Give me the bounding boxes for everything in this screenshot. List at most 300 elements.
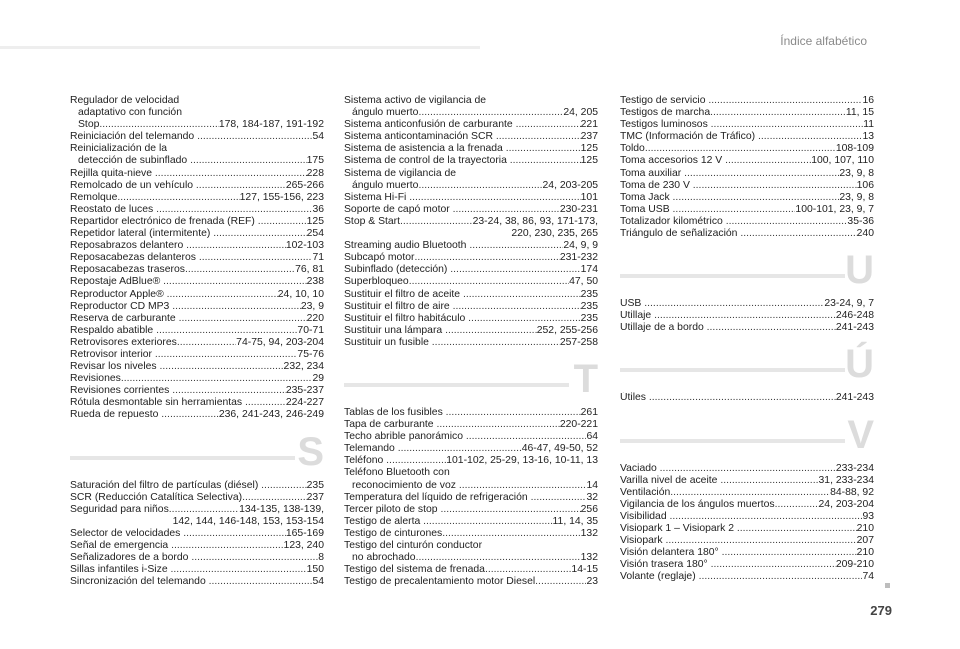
dot-leader (445, 325, 537, 337)
index-term: Toma Jack (620, 191, 673, 203)
index-pages: 16 (862, 95, 874, 106)
index-entry-line (620, 310, 874, 322)
index-term: Stop (78, 119, 100, 131)
index-entry (620, 322, 874, 334)
index-pages: 54 (312, 576, 324, 588)
index-term: Útiles (620, 392, 649, 404)
section-letter: V (847, 412, 874, 457)
dot-leader (416, 552, 581, 564)
index-term: Reproductor Apple® (70, 288, 167, 300)
index-term: Visibilidad (620, 510, 670, 522)
dot-leader (209, 576, 313, 588)
index-pages: 228 (306, 167, 324, 179)
index-entry (620, 535, 874, 547)
index-pages: 233-234 (835, 462, 874, 474)
index-term: Vigilancia de los ángulos muertos (620, 498, 775, 510)
index-entry-line (344, 492, 598, 504)
index-term: Reposabrazos delantero (70, 240, 187, 252)
dot-leader (644, 298, 824, 310)
index-entry (70, 564, 324, 576)
section-rule (620, 274, 845, 278)
index-pages: 132 (580, 552, 598, 564)
index-entry-line: Sistema activo de vigilancia de (344, 95, 487, 106)
dot-leader (535, 576, 586, 588)
index-term: Visiopark (620, 535, 666, 547)
index-term: Toldo (620, 143, 645, 155)
index-entry-line (620, 192, 874, 204)
index-entry-line (70, 397, 324, 409)
index-term: ángulo muerto (352, 107, 419, 119)
index-entry (70, 492, 324, 504)
dot-leader (156, 204, 312, 216)
dot-leader (775, 499, 819, 511)
index-pages: 23, 9 (300, 300, 324, 312)
index-entry-line (344, 516, 598, 528)
dot-leader (708, 95, 862, 107)
index-term: Toma auxiliar (620, 167, 685, 179)
index-pages: 235 (580, 288, 598, 300)
dot-leader (699, 571, 863, 583)
index-entry-line (344, 216, 598, 228)
index-entry (344, 168, 598, 192)
index-entry-line (620, 95, 874, 107)
index-pages: 241-243 (835, 322, 874, 334)
index-term: TMC (Información de Tráfico) (620, 131, 759, 143)
index-entry (620, 192, 874, 204)
index-entry-line (620, 155, 874, 167)
index-pages: 14-15 (571, 564, 598, 576)
dot-leader (468, 313, 580, 325)
dot-leader (160, 361, 284, 373)
index-entry (344, 528, 598, 540)
index-pages: 257-258 (559, 336, 598, 348)
index-term: Visiopark 1 – Visiopark 2 (620, 522, 737, 534)
dot-leader (645, 143, 836, 155)
index-pages: 220-221 (559, 419, 598, 431)
index-entry (344, 216, 598, 240)
index-entry (620, 392, 874, 404)
index-entry-line: Regulador de velocidad (70, 95, 180, 106)
index-pages: 100-101, 23, 9, 7 (795, 203, 874, 215)
index-entry (70, 540, 324, 552)
index-entry-line (620, 499, 874, 511)
index-entry (70, 349, 324, 361)
index-entry-line (70, 528, 324, 540)
dot-leader (179, 313, 307, 325)
index-entry-line (70, 289, 324, 301)
index-entry-line (344, 480, 598, 492)
index-entry (620, 571, 874, 583)
index-entry (344, 504, 598, 516)
index-pages: 210 (856, 547, 874, 559)
index-entry-line (620, 322, 874, 334)
index-term: Testigos de marcha (620, 107, 711, 119)
index-pages: 261 (580, 406, 598, 418)
index-entry (620, 216, 874, 228)
index-entry-line (70, 216, 324, 228)
dot-leader (432, 337, 560, 349)
index-entry (70, 204, 324, 216)
index-term: Sistema anticonfusión de carburante (344, 119, 516, 131)
index-entry-line (344, 576, 598, 588)
index-term: Ventilación (620, 486, 671, 498)
index-entry (70, 385, 324, 397)
index-entry-line (620, 523, 874, 535)
index-entry (620, 228, 874, 240)
index-entry-line: Testigo del cinturón conductor (344, 540, 483, 551)
index-entry (70, 289, 324, 301)
index-entry (620, 131, 874, 143)
index-term: Toma USB (620, 203, 673, 215)
index-pages: 70-71 (297, 324, 324, 336)
index-term: Sillas infantiles i-Size (70, 564, 171, 576)
dot-leader (654, 310, 836, 322)
index-entry (344, 252, 598, 264)
index-entry-line (70, 576, 324, 588)
index-entry (70, 276, 324, 288)
index-pages: 207 (856, 535, 874, 547)
index-pages: 210 (856, 522, 874, 534)
index-entry (620, 298, 874, 310)
page-number: 279 (870, 603, 892, 618)
dot-leader (722, 547, 857, 559)
index-term: Soporte de capó motor (344, 203, 453, 215)
index-term: Sustituir el filtro de aire (344, 300, 453, 312)
index-pages: 235 (580, 312, 598, 324)
index-entry-line (344, 504, 598, 516)
index-term: Sustituir el filtro de aceite (344, 288, 463, 300)
dot-leader (496, 131, 581, 143)
index-column-1 (70, 95, 324, 588)
index-entry-line (344, 301, 598, 313)
dot-leader (423, 516, 552, 528)
index-entry (620, 143, 874, 155)
index-pages: 102-103 (285, 240, 324, 252)
dot-leader (386, 455, 446, 467)
index-pages: 24, 10, 10 (277, 288, 324, 300)
index-pages: 237 (306, 491, 324, 503)
dot-leader (758, 131, 862, 143)
index-term: Reposacabezas traseros (70, 264, 185, 276)
index-term: Selector de velocidades (70, 527, 184, 539)
index-pages: 238 (306, 276, 324, 288)
index-term: Señal de emergencia (70, 540, 172, 551)
index-entry-line (620, 475, 874, 487)
section-rule (344, 383, 569, 387)
index-pages: 100, 107, 110 (811, 155, 874, 167)
index-entry-line (344, 131, 598, 143)
index-term: Toma de 230 V (620, 179, 693, 191)
index-term: Sistema de control de la trayectoria (344, 155, 510, 167)
index-term: Retrovisores exteriores (70, 336, 177, 348)
index-pages: 23, 9, 8 (839, 191, 874, 203)
index-entry (70, 337, 324, 349)
dot-leader (155, 349, 298, 361)
index-entry (70, 480, 324, 492)
index-term: Sistema de asistencia a la frenada (344, 143, 506, 155)
index-entry-line (620, 107, 874, 119)
index-pages: 231-232 (559, 252, 598, 264)
section-rule (620, 368, 845, 372)
index-entry (70, 131, 324, 143)
index-entry (70, 325, 324, 337)
dot-leader (172, 301, 301, 313)
index-entry-line (620, 571, 874, 583)
index-term: Sincronización del telemando (70, 576, 209, 588)
dot-leader (720, 475, 818, 487)
index-entry (620, 310, 874, 322)
index-entry-line (620, 487, 874, 499)
index-term: detección de subinflado (78, 155, 191, 167)
index-entry (70, 361, 324, 373)
index-pages: 252, 255-256 (536, 324, 598, 336)
index-entry-line (70, 540, 324, 552)
index-entry-line (70, 155, 324, 167)
index-entry-line (344, 528, 598, 540)
index-term: Rótula desmontable sin herramientas (70, 397, 246, 409)
index-pages: 240 (856, 228, 874, 240)
index-entry-line: Teléfono Bluetooth con (344, 467, 450, 479)
dot-leader (442, 528, 580, 540)
index-term: Testigos luminosos (620, 119, 711, 131)
index-entry-line (344, 155, 598, 167)
index-entry-line (344, 552, 598, 564)
index-entry (70, 373, 324, 385)
dot-leader (167, 289, 278, 301)
index-entry-line (344, 289, 598, 301)
index-term: Visión delantera 180° (620, 547, 722, 559)
index-term: no abrochado (352, 552, 416, 564)
index-entry (344, 492, 598, 504)
index-column-2 (344, 95, 598, 588)
index-entry (620, 168, 874, 180)
dot-leader (190, 155, 307, 167)
index-pages: 246-248 (835, 310, 874, 322)
index-entry-line (344, 240, 598, 252)
index-entry-line (70, 492, 324, 504)
index-entry (344, 431, 598, 443)
index-term: Volante (reglaje) (620, 571, 699, 583)
index-entry (70, 216, 324, 228)
dot-leader (660, 463, 836, 475)
index-entry-line (70, 119, 324, 131)
index-entry-line (344, 143, 598, 155)
index-term: Utillaje (620, 310, 655, 322)
index-pages: 123, 240 (283, 540, 324, 551)
dot-leader (510, 155, 581, 167)
index-pages: 74-75, 94, 203-204 (236, 336, 324, 348)
index-pages: 106 (856, 179, 874, 191)
index-term: Repostaje AdBlue® (70, 276, 164, 288)
index-pages: 209-210 (835, 559, 874, 571)
index-term: Reserva de carburante (70, 312, 179, 324)
index-pages: 224-227 (285, 397, 324, 409)
dot-leader (453, 301, 581, 313)
index-term: Testigo del sistema de frenada (344, 564, 485, 576)
index-entry (344, 540, 598, 564)
index-entry-line (70, 228, 324, 240)
index-entry (70, 228, 324, 240)
index-entry-line: Reinicialización de la (70, 143, 168, 155)
index-entry (344, 276, 598, 288)
dot-leader (516, 119, 581, 131)
dot-leader (710, 107, 846, 119)
index-pages: 256 (580, 503, 598, 515)
index-entry (620, 511, 874, 523)
section-rule (620, 439, 845, 443)
index-pages: 101-102, 25-29, 13-16, 10-11, 13 (446, 455, 598, 467)
dot-leader (172, 385, 286, 397)
index-term: reconocimiento de voz (352, 479, 459, 491)
dot-leader (99, 119, 218, 131)
index-pages: 125 (580, 155, 598, 167)
index-pages: 24, 9, 9 (563, 240, 598, 252)
index-entry-line (620, 392, 874, 404)
dot-leader (649, 392, 836, 404)
dot-leader (398, 443, 522, 455)
dot-leader (711, 559, 836, 571)
index-pages: 23-24, 9, 7 (824, 298, 874, 310)
index-entry (70, 192, 324, 204)
index-entry-line (620, 204, 874, 216)
index-pages: 232, 234 (283, 361, 324, 373)
index-entry-line (620, 228, 874, 240)
dot-leader (670, 487, 830, 499)
index-term: Reostato de luces (70, 203, 157, 215)
index-term: Telemando (344, 443, 398, 455)
index-term: Testigo de precalentamiento motor Diesel (344, 576, 536, 588)
dot-leader (245, 397, 286, 409)
index-entry (344, 301, 598, 313)
dot-leader (400, 216, 473, 228)
index-entry-line (344, 313, 598, 325)
index-entry (344, 443, 598, 455)
index-term: Totalizador kilométrico (620, 215, 726, 227)
index-entry-line: 142, 144, 146-148, 153, 153-154 (172, 515, 324, 527)
index-pages: 174 (580, 264, 598, 276)
index-entry (344, 516, 598, 528)
dot-leader (440, 504, 580, 516)
index-pages: 13 (862, 131, 874, 143)
section-letter: S (297, 429, 324, 474)
index-entry (620, 499, 874, 511)
index-pages: 8 (318, 552, 324, 564)
index-pages: 236, 241-243, 246-249 (218, 409, 324, 421)
index-entry-line (620, 180, 874, 192)
index-pages: 235 (580, 300, 598, 312)
section-letter-divider (620, 413, 874, 459)
index-entry-line (620, 535, 874, 547)
dot-leader (446, 407, 581, 419)
index-pages: 36 (312, 203, 324, 215)
index-term: Streaming audio Bluetooth (344, 240, 470, 252)
dot-leader (183, 528, 286, 540)
index-entry (70, 504, 324, 528)
index-entry (70, 264, 324, 276)
index-entry-line (620, 143, 874, 155)
index-term: Varilla nivel de aceite (620, 474, 721, 486)
index-pages: 101 (580, 191, 598, 203)
index-term: Vaciado (620, 462, 660, 474)
index-term: Sustituir un fusible (344, 336, 432, 348)
index-term: Sustituir una lámpara (344, 324, 446, 336)
index-pages: 11 (863, 119, 874, 131)
dot-leader (450, 264, 580, 276)
dot-leader (726, 216, 848, 228)
index-term: Techo abrible panorámico (344, 431, 466, 443)
index-term: USB (620, 298, 645, 310)
index-entry-line (344, 407, 598, 419)
index-entry (620, 547, 874, 559)
index-term: Testigo de alerta (344, 515, 424, 527)
dot-leader (261, 480, 306, 492)
index-entry (344, 204, 598, 216)
index-entry-line (70, 204, 324, 216)
index-entry-line (70, 276, 324, 288)
index-pages: 64 (586, 431, 598, 443)
index-pages: 134-135, 138-139, (239, 503, 324, 515)
index-pages: 23, 9, 8 (839, 167, 874, 179)
index-entry-line (70, 192, 324, 204)
index-entry (70, 252, 324, 264)
index-pages: 150 (306, 564, 324, 576)
index-term: Revisar los niveles (70, 361, 160, 373)
index-term: Rueda de repuesto (70, 409, 162, 421)
index-entry (344, 192, 598, 204)
section-letter: U (845, 248, 874, 293)
index-entry-line (344, 119, 598, 131)
index-entry (620, 155, 874, 167)
index-entry (620, 180, 874, 192)
index-term: Revisiones corrientes (70, 385, 173, 397)
index-entry-line: 220, 230, 235, 265 (511, 228, 598, 240)
index-entry-line (620, 547, 874, 559)
dot-leader (161, 409, 219, 421)
index-entry (620, 523, 874, 535)
index-entry (70, 95, 324, 131)
index-pages: 127, 155-156, 223 (239, 191, 324, 203)
corner-square-icon (885, 583, 890, 588)
index-pages: 11, 14, 35 (552, 515, 598, 527)
dot-leader (669, 511, 862, 523)
index-pages: 241-243 (835, 392, 874, 404)
index-term: Repetidor lateral (intermitente) (70, 228, 214, 240)
index-pages: 265-266 (285, 179, 324, 191)
index-entry-line (620, 559, 874, 571)
dot-leader (531, 492, 587, 504)
index-pages: 23-24, 38, 86, 93, 171-173, (472, 215, 598, 227)
dot-leader (191, 552, 318, 564)
index-entry (620, 107, 874, 119)
dot-leader (684, 168, 839, 180)
index-entry-line (70, 313, 324, 325)
index-entry-line (70, 168, 324, 180)
dot-leader (170, 564, 306, 576)
index-term: Superbloqueo (344, 276, 409, 288)
index-entry (344, 131, 598, 143)
dot-leader (469, 240, 563, 252)
index-entry-line (70, 325, 324, 337)
index-column-3 (620, 95, 874, 583)
index-term: Tercer piloto de stop (344, 503, 441, 515)
index-pages: 125 (306, 215, 324, 227)
index-entry (620, 559, 874, 571)
dot-leader (665, 535, 856, 547)
dot-leader (453, 204, 560, 216)
dot-leader (414, 252, 559, 264)
header-rule (0, 46, 480, 49)
index-entry (344, 419, 598, 431)
